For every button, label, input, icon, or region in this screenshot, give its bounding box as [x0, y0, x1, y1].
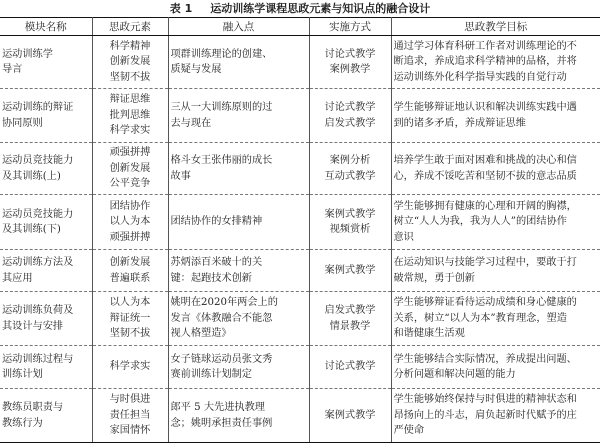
goal-cell — [391, 250, 600, 292]
method-cell — [309, 89, 391, 143]
cell-line: 运动训练负荷及 — [2, 305, 74, 316]
fusion-design-table — [0, 17, 600, 443]
cell-line: 公平竞争 — [109, 178, 151, 190]
header-method: 实施方式 — [309, 18, 391, 36]
cell-line: 案例分析 — [329, 155, 371, 166]
cell-line: 科学求实 — [109, 125, 151, 137]
cell-line: 项群训练理论的创建、 — [170, 48, 273, 60]
cell-line: 学生能够辩证地认识和解决训练实践中遇 — [393, 102, 577, 113]
table-row — [0, 36, 600, 89]
table-row — [0, 89, 600, 143]
cell-line: 意识 — [393, 231, 414, 243]
cell-line: 批判思维 — [109, 109, 151, 121]
cell-line: 教练行为 — [2, 417, 43, 429]
cell-line: 以人为本 — [109, 297, 151, 309]
cell-line: 质疑与发展 — [170, 64, 222, 75]
cell-line: 到的诸多矛盾，养成辩证思维 — [393, 117, 526, 129]
integration-point-cell — [168, 36, 309, 89]
cell-line: 辩证统一 — [109, 312, 151, 324]
cell-line: 去与现在 — [170, 117, 212, 129]
elements-cell — [92, 36, 168, 89]
table-body — [0, 36, 600, 443]
module-cell — [0, 389, 92, 443]
integration-point-cell — [168, 250, 309, 292]
goal-cell — [391, 346, 600, 389]
module-cell — [0, 195, 92, 250]
cell-line: 辩证思维 — [109, 94, 151, 106]
integration-point-cell — [168, 389, 309, 443]
integration-point-cell — [168, 195, 309, 250]
cell-line: 和谐健康生活观 — [393, 328, 465, 340]
elements-cell — [92, 292, 168, 346]
module-cell — [0, 250, 92, 292]
cell-line: 讨论式教学 — [324, 48, 376, 60]
elements-cell — [92, 89, 168, 143]
table-header-row — [0, 18, 600, 36]
elements-cell — [92, 389, 168, 443]
cell-line: 团结协作的女排精神 — [170, 216, 263, 228]
cell-line: 三从一大训练原则的过 — [170, 102, 273, 113]
cell-line: 苏炳添百米破十的关 — [170, 257, 263, 268]
cell-line: 科学精神 — [109, 40, 151, 52]
cell-line: 姚明在2020年两会上的 — [170, 297, 278, 309]
table-row — [0, 292, 600, 346]
table-row — [0, 250, 600, 292]
cell-line: 女子链球运动员张文秀 — [170, 353, 273, 365]
cell-line: 训练计划 — [2, 369, 43, 380]
cell-line: 创新发展 — [109, 162, 151, 174]
cell-line: 情景教学 — [329, 320, 371, 332]
method-cell — [309, 195, 391, 250]
cell-line: 发言《体教融合不能忽 — [170, 312, 273, 324]
cell-line: 在运动知识与技能学习过程中，要敢于打 — [393, 257, 577, 268]
table-row — [0, 346, 600, 389]
cell-line: 郎平 5 大先进执教理 — [170, 402, 265, 413]
cell-line: 案例式教学 — [324, 409, 376, 421]
cell-line: 念；姚明承担责任事例 — [170, 417, 273, 429]
method-cell — [309, 250, 391, 292]
module-cell — [0, 36, 92, 89]
elements-cell — [92, 346, 168, 389]
cell-line: 以人为本 — [109, 216, 151, 228]
cell-line: 学生能够结合实际情况，养成提出问题、 — [393, 353, 577, 365]
goal-cell — [391, 89, 600, 143]
cell-line: 教练员职责与 — [2, 402, 64, 413]
cell-line: 树立“人人为我，我为人人”的团结协作 — [393, 216, 567, 228]
cell-line: 格斗女王张伟丽的成长 — [170, 155, 273, 166]
cell-line: 其设计与安排 — [2, 320, 64, 332]
cell-line: 创新发展 — [109, 56, 151, 68]
cell-line: 运动员竞技能力 — [2, 155, 74, 166]
cell-line: 关系，树立“以人为本”教育理念，塑造 — [393, 312, 567, 324]
header-goal: 思政教学目标 — [391, 18, 600, 36]
cell-line: 运动训练外化科学指导实践的自觉行动 — [393, 71, 567, 83]
cell-line: 心，养成不馁吃苦和坚韧不拔的意志品质 — [393, 170, 577, 182]
integration-point-cell — [168, 292, 309, 346]
module-cell — [0, 143, 92, 195]
cell-line: 讨论式教学 — [324, 102, 376, 113]
integration-point-cell — [168, 143, 309, 195]
cell-line: 协同原则 — [2, 117, 43, 129]
table-row — [0, 195, 600, 250]
cell-line: 普遍联系 — [109, 272, 151, 284]
cell-line: 其应用 — [2, 272, 33, 284]
cell-line: 互动式教学 — [324, 170, 376, 182]
method-cell — [309, 389, 391, 443]
cell-line: 运动训练学 — [2, 48, 53, 60]
header-module: 模块名称 — [0, 18, 92, 36]
table-number: 表 1 — [169, 2, 193, 15]
elements-cell — [92, 143, 168, 195]
cell-line: 与时俱进 — [109, 394, 151, 406]
method-cell — [309, 36, 391, 89]
cell-line: 培养学生敢于面对困难和挑战的决心和信 — [393, 155, 577, 166]
cell-line: 学生能够拥有健康的心理和开阔的胸襟， — [393, 200, 577, 212]
cell-line: 分析问题和解决问题的能力 — [393, 369, 516, 380]
cell-line: 顽强拼搏 — [109, 231, 151, 243]
cell-line: 运动员竞技能力 — [2, 208, 74, 220]
cell-line: 运动训练的辩证 — [2, 102, 74, 113]
cell-line: 通过学习体育科研工作者对训练理论的不 — [393, 40, 577, 52]
cell-line: 破常规，勇于创新 — [393, 272, 475, 284]
cell-line: 学生能够始终保持与时俱进的精神状态和 — [393, 394, 577, 406]
cell-line: 讨论式教学 — [324, 361, 376, 373]
goal-cell — [391, 389, 600, 443]
goal-cell — [391, 195, 600, 250]
cell-line: 导言 — [2, 64, 23, 75]
cell-line: 赛前训练计划制定 — [170, 369, 252, 380]
integration-point-cell — [168, 346, 309, 389]
method-cell — [309, 143, 391, 195]
cell-line: 断追求，养成追求科学精神的品格，并将 — [393, 56, 577, 68]
cell-line: 创新发展 — [109, 257, 151, 268]
header-elements: 思政元素 — [92, 18, 168, 36]
cell-line: 团结协作 — [109, 200, 151, 212]
goal-cell — [391, 292, 600, 346]
cell-line: 学生能够辩证看待运动成绩和身心健康的 — [393, 297, 577, 309]
cell-line: 视人格塑造》 — [170, 328, 232, 340]
table-row — [0, 143, 600, 195]
goal-cell — [391, 36, 600, 89]
cell-line: 严使命 — [393, 425, 425, 437]
cell-line: 启发式教学 — [324, 117, 376, 129]
cell-line: 昂扬向上的斗志，肩负起新时代赋予的庄 — [393, 409, 577, 421]
cell-line: 启发式教学 — [324, 305, 376, 316]
module-cell — [0, 292, 92, 346]
module-cell — [0, 89, 92, 143]
cell-line: 科学求实 — [109, 361, 151, 373]
integration-point-cell — [168, 89, 309, 143]
cell-line: 运动训练方法及 — [2, 257, 74, 268]
cell-line: 顽强拼搏 — [109, 147, 151, 159]
method-cell — [309, 346, 391, 389]
elements-cell — [92, 250, 168, 292]
elements-cell — [92, 195, 168, 250]
goal-cell — [391, 143, 600, 195]
table-row — [0, 389, 600, 443]
cell-line: 案例教学 — [329, 64, 371, 75]
cell-line: 键：起跑技术创新 — [170, 272, 252, 284]
cell-line: 及其训练(上) — [2, 170, 61, 182]
cell-line: 视频赏析 — [329, 224, 371, 235]
method-cell — [309, 292, 391, 346]
table-caption — [0, 0, 600, 16]
cell-line: 坚韧不拔 — [109, 71, 151, 83]
cell-line: 及其训练(下) — [2, 224, 61, 235]
cell-line: 案例式教学 — [324, 208, 376, 220]
module-cell — [0, 346, 92, 389]
header-point: 融入点 — [168, 18, 309, 36]
cell-line: 故事 — [170, 170, 191, 182]
cell-line: 责任担当 — [109, 409, 151, 421]
table-title: 运动训练学课程思政元素与知识点的融合设计 — [210, 2, 431, 15]
cell-line: 运动训练过程与 — [2, 353, 74, 365]
cell-line: 坚韧不拔 — [109, 328, 151, 340]
cell-line: 案例式教学 — [324, 264, 376, 276]
cell-line: 家国情怀 — [109, 425, 151, 437]
